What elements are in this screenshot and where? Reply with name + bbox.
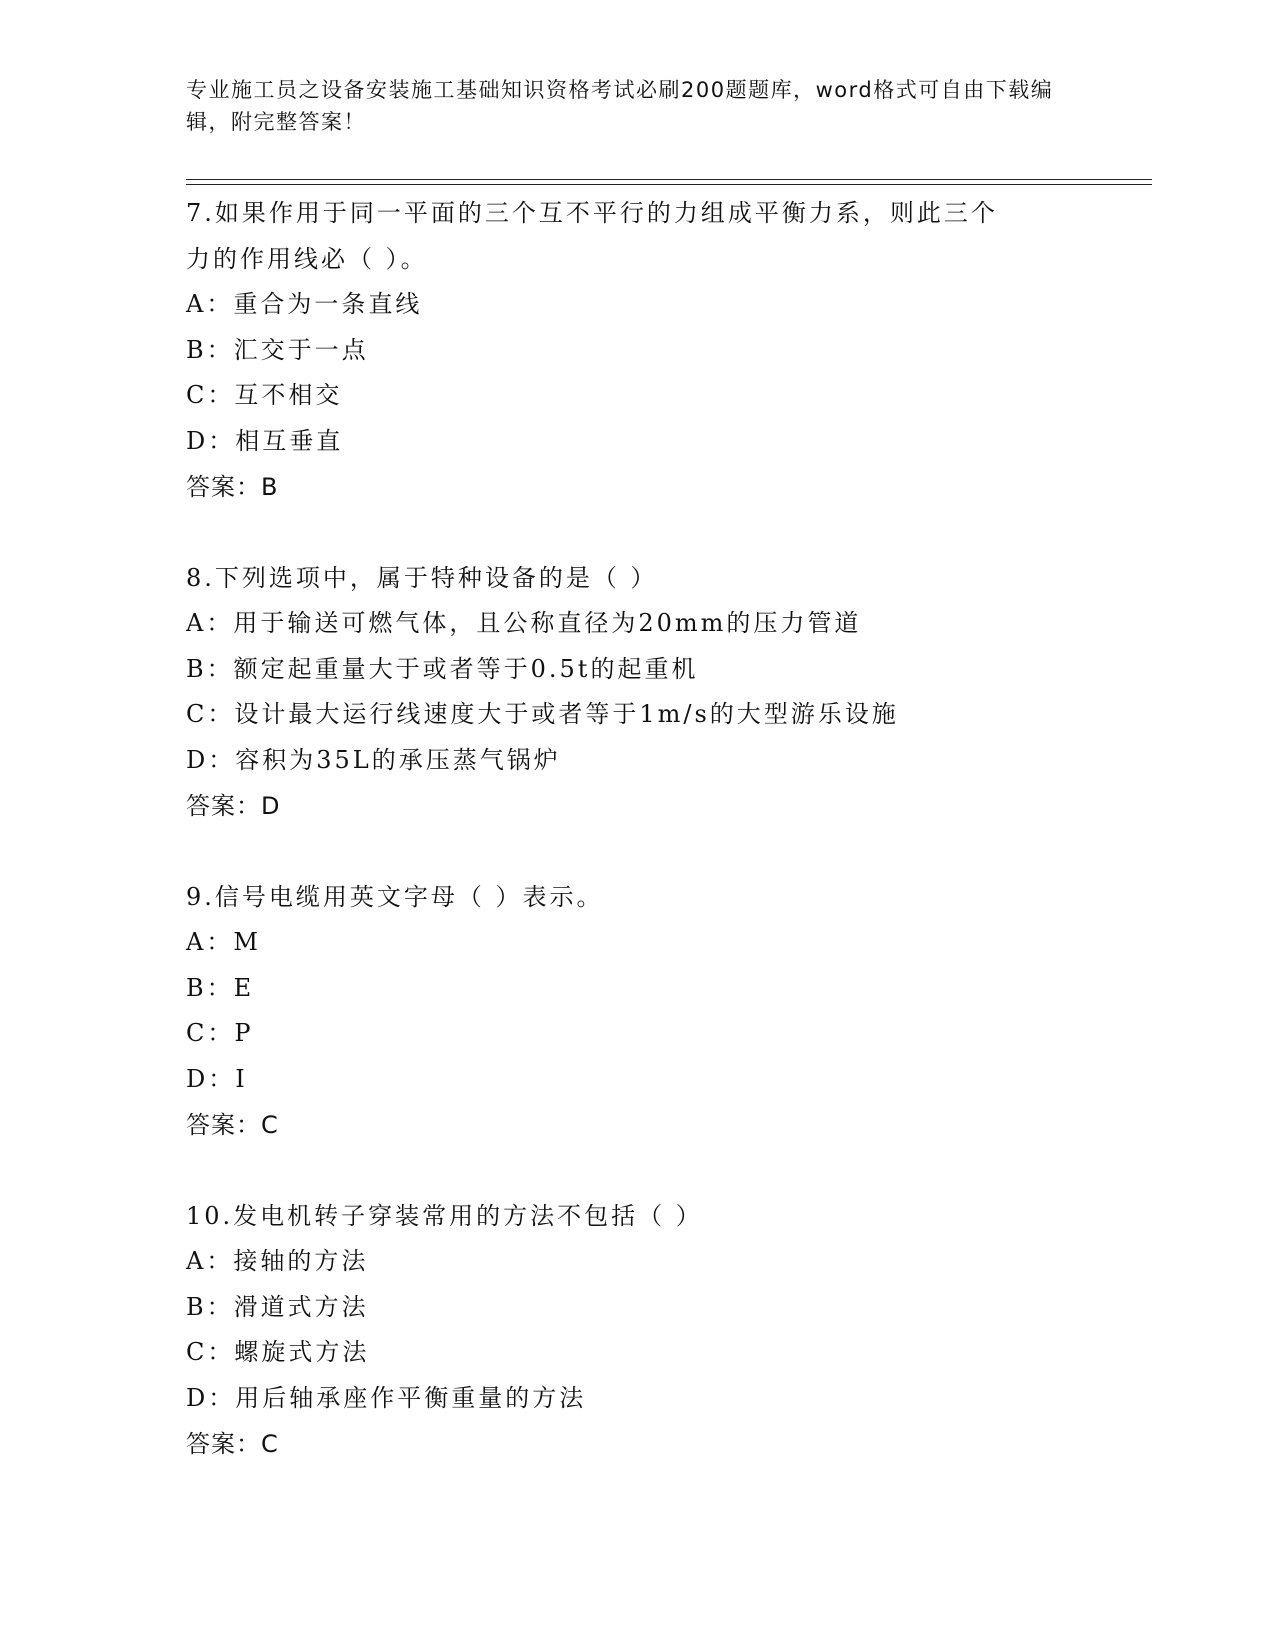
option-a: A：接轴的方法	[186, 1247, 369, 1275]
question-list	[186, 190, 1086, 1467]
question-9	[186, 874, 1086, 1148]
question-stem-line: 7.如果作用于同一平面的三个互不平行的力组成平衡力系，则此三个	[186, 199, 998, 227]
option-c: C：互不相交	[186, 381, 343, 409]
question-spacer	[186, 829, 1086, 874]
question-stem	[186, 874, 1086, 920]
question-stem	[186, 555, 1086, 601]
option-a: A：用于输送可燃气体，且公称直径为20mm的压力管道	[186, 609, 862, 637]
question-stem-line: 力的作用线必（ ）。	[186, 245, 428, 273]
option-b: B：E	[186, 973, 255, 1002]
option-b: B：额定起重量大于或者等于0.5t的起重机	[186, 654, 699, 683]
answer-line: 答案：B	[186, 473, 279, 501]
question-8	[186, 555, 1086, 829]
option-d: D：相互垂直	[186, 426, 344, 455]
option-b: B：汇交于一点	[186, 335, 369, 364]
answer-line: 答案：C	[186, 1111, 279, 1139]
option-c: C：P	[186, 1019, 254, 1047]
question-stem	[186, 190, 1086, 282]
question-10	[186, 1193, 1086, 1467]
question-stem	[186, 1193, 1086, 1239]
header-rule-bottom	[186, 184, 1152, 185]
option-b: B：滑道式方法	[186, 1292, 369, 1321]
option-c: C：设计最大运行线速度大于或者等于1m/s的大型游乐设施	[186, 700, 899, 728]
question-stem-line: 10.发电机转子穿装常用的方法不包括（ ）	[186, 1202, 703, 1230]
answer-line: 答案：C	[186, 1430, 279, 1458]
question-spacer	[186, 510, 1086, 555]
option-c: C：螺旋式方法	[186, 1338, 370, 1366]
question-stem-line: 9.信号电缆用英文字母（ ）表示。	[186, 883, 604, 911]
question-7	[186, 190, 1086, 510]
option-d: D：容积为35L的承压蒸气锅炉	[186, 745, 561, 774]
option-d: D：I	[186, 1064, 248, 1093]
header-rule-top	[186, 179, 1152, 180]
answer-line: 答案：D	[186, 792, 281, 820]
document-header: 专业施工员之设备安装施工基础知识资格考试必刷200题题库，word格式可自由下载编辑，附完整答案！	[186, 78, 1054, 134]
option-a: A：M	[186, 928, 261, 956]
question-spacer	[186, 1148, 1086, 1193]
option-a: A：重合为一条直线	[186, 290, 423, 318]
question-stem-line: 8.下列选项中，属于特种设备的是（ ）	[186, 564, 658, 592]
option-d: D：用后轴承座作平衡重量的方法	[186, 1383, 587, 1412]
